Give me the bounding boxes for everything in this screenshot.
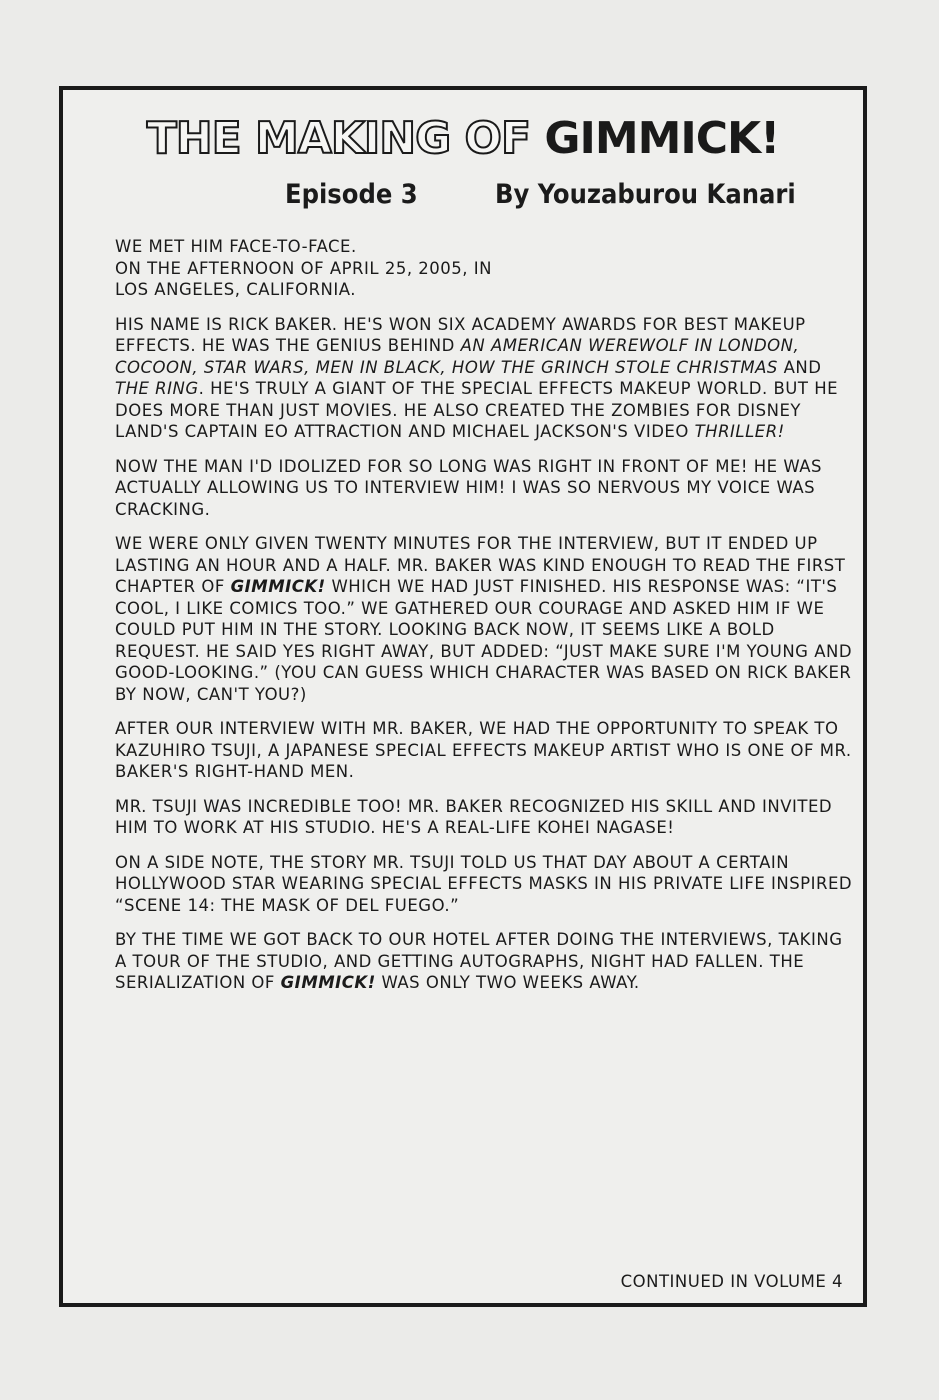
author-label: By Youzaburou Kanari: [495, 179, 796, 210]
title-outline-text: THE MAKING OF: [146, 113, 545, 164]
paragraph-1-line-2: ON THE AFTERNOON OF APRIL 25, 2005, IN: [115, 258, 492, 278]
paragraph-4-text-a: WE WERE ONLY GIVEN TWENTY MINUTES FOR THE INTERVIEW, BUT IT ENDED UP LASTING AN HOUR AND A HALF. MR. BAKER WAS KIND ENOUGH TO READ THE FIRST CHAPTER OF: [115, 534, 846, 596]
paragraph-2-text-a: HIS NAME IS RICK BAKER. HE'S WON SIX ACADEMY AWARDS FOR BEST MAKEUP EFFECTS. HE WAS THE GENIUS BEHIND: [115, 314, 806, 355]
paragraph-2-film-titles: AN AMERICAN WEREWOLF IN LONDON, COCOON, STAR WARS, MEN IN BLACK, HOW THE GRINCH STOLE CHRISTMAS: [115, 336, 800, 377]
episode-label: Episode 3: [285, 179, 418, 210]
paragraph-2-text-e: . HE'S TRULY A GIANT OF THE SPECIAL EFFECTS MAKEUP WORLD. BUT HE DOES MORE THAN JUST MOVIES. HE ALSO CREATED THE ZOMBIES FOR DISNEY LAND'S CAPTAIN EO ATTRACTION AND MICHAEL JACKSON'S VIDEO: [115, 379, 839, 441]
paragraph-4-text-c: WHICH WE HAD JUST FINISHED. HIS RESPONSE WAS: “IT'S COOL, I LIKE COMICS TOO.” WE GATHERED OUR COURAGE AND ASKED HIM IF WE COULD PUT HIM IN THE STORY. LOOKING BACK NOW, IT SEEMS LIKE A BOLD REQUEST. HE SAID YES RIGHT AWAY, BUT ADDED: “JUST MAKE SURE I'M YOUNG AND GOOD-LOOKING.” (YOU CAN GUESS WHICH CHARACTER WAS BASED ON RICK BAKER BY NOW, CAN'T YOU?): [115, 577, 853, 704]
paragraph-2: [115, 314, 855, 443]
paragraph-3: NOW THE MAN I'D IDOLIZED FOR SO LONG WAS RIGHT IN FRONT OF ME! HE WAS ACTUALLY ALLOWING US TO INTERVIEW HIM! I WAS SO NERVOUS MY VOICE WAS CRACKING.: [115, 456, 822, 519]
paragraph-8-text-a: BY THE TIME WE GOT BACK TO OUR HOTEL AFTER DOING THE INTERVIEWS, TAKING A TOUR OF THE STUDIO, AND GETTING AUTOGRAPHS, NIGHT HAD FALLEN. THE SERIALIZATION OF: [115, 930, 843, 992]
paragraph-5: AFTER OUR INTERVIEW WITH MR. BAKER, WE HAD THE OPPORTUNITY TO SPEAK TO KAZUHIRO TSUJI, A JAPANESE SPECIAL EFFECTS MAKEUP ARTIST WHO IS ONE OF MR. BAKER'S RIGHT-HAND MEN.: [115, 719, 852, 781]
title-gimmick-text: GIMMICK!: [544, 113, 780, 164]
continued-note: CONTINUED IN VOLUME 4: [620, 1272, 843, 1291]
paragraph-7: ON A SIDE NOTE, THE STORY MR. TSUJI TOLD US THAT DAY ABOUT A CERTAIN HOLLYWOOD STAR WEARING SPECIAL EFFECTS MASKS IN HIS PRIVATE LIFE INSPIRED “SCENE 14: THE MASK OF DEL FUEGO.”: [115, 852, 853, 915]
paragraph-8-text-c: WAS ONLY TWO WEEKS AWAY.: [375, 973, 640, 992]
article-body: [115, 236, 855, 1007]
paragraph-1-line-1: WE MET HIM FACE-TO-FACE.: [115, 237, 357, 256]
paragraph-2-film-ring: THE RING: [115, 379, 199, 398]
paragraph-2-thriller: THRILLER!: [694, 422, 785, 441]
paragraph-1-line-3: LOS ANGELES, CALIFORNIA.: [115, 280, 356, 299]
paragraph-2-text-c: AND: [777, 357, 822, 377]
paragraph-4-gimmick: GIMMICK!: [230, 577, 326, 596]
paragraph-8: [115, 929, 855, 994]
article-frame: [59, 86, 867, 1307]
paragraph-4: [115, 533, 855, 705]
paragraph-6: MR. TSUJI WAS INCREDIBLE TOO! MR. BAKER RECOGNIZED HIS SKILL AND INVITED HIM TO WORK AT HIS STUDIO. HE'S A REAL-LIFE KOHEI NAGASE!: [115, 796, 833, 837]
paragraph-1: [115, 236, 855, 301]
paragraph-8-gimmick: GIMMICK!: [280, 973, 376, 992]
page-title: [63, 114, 863, 164]
